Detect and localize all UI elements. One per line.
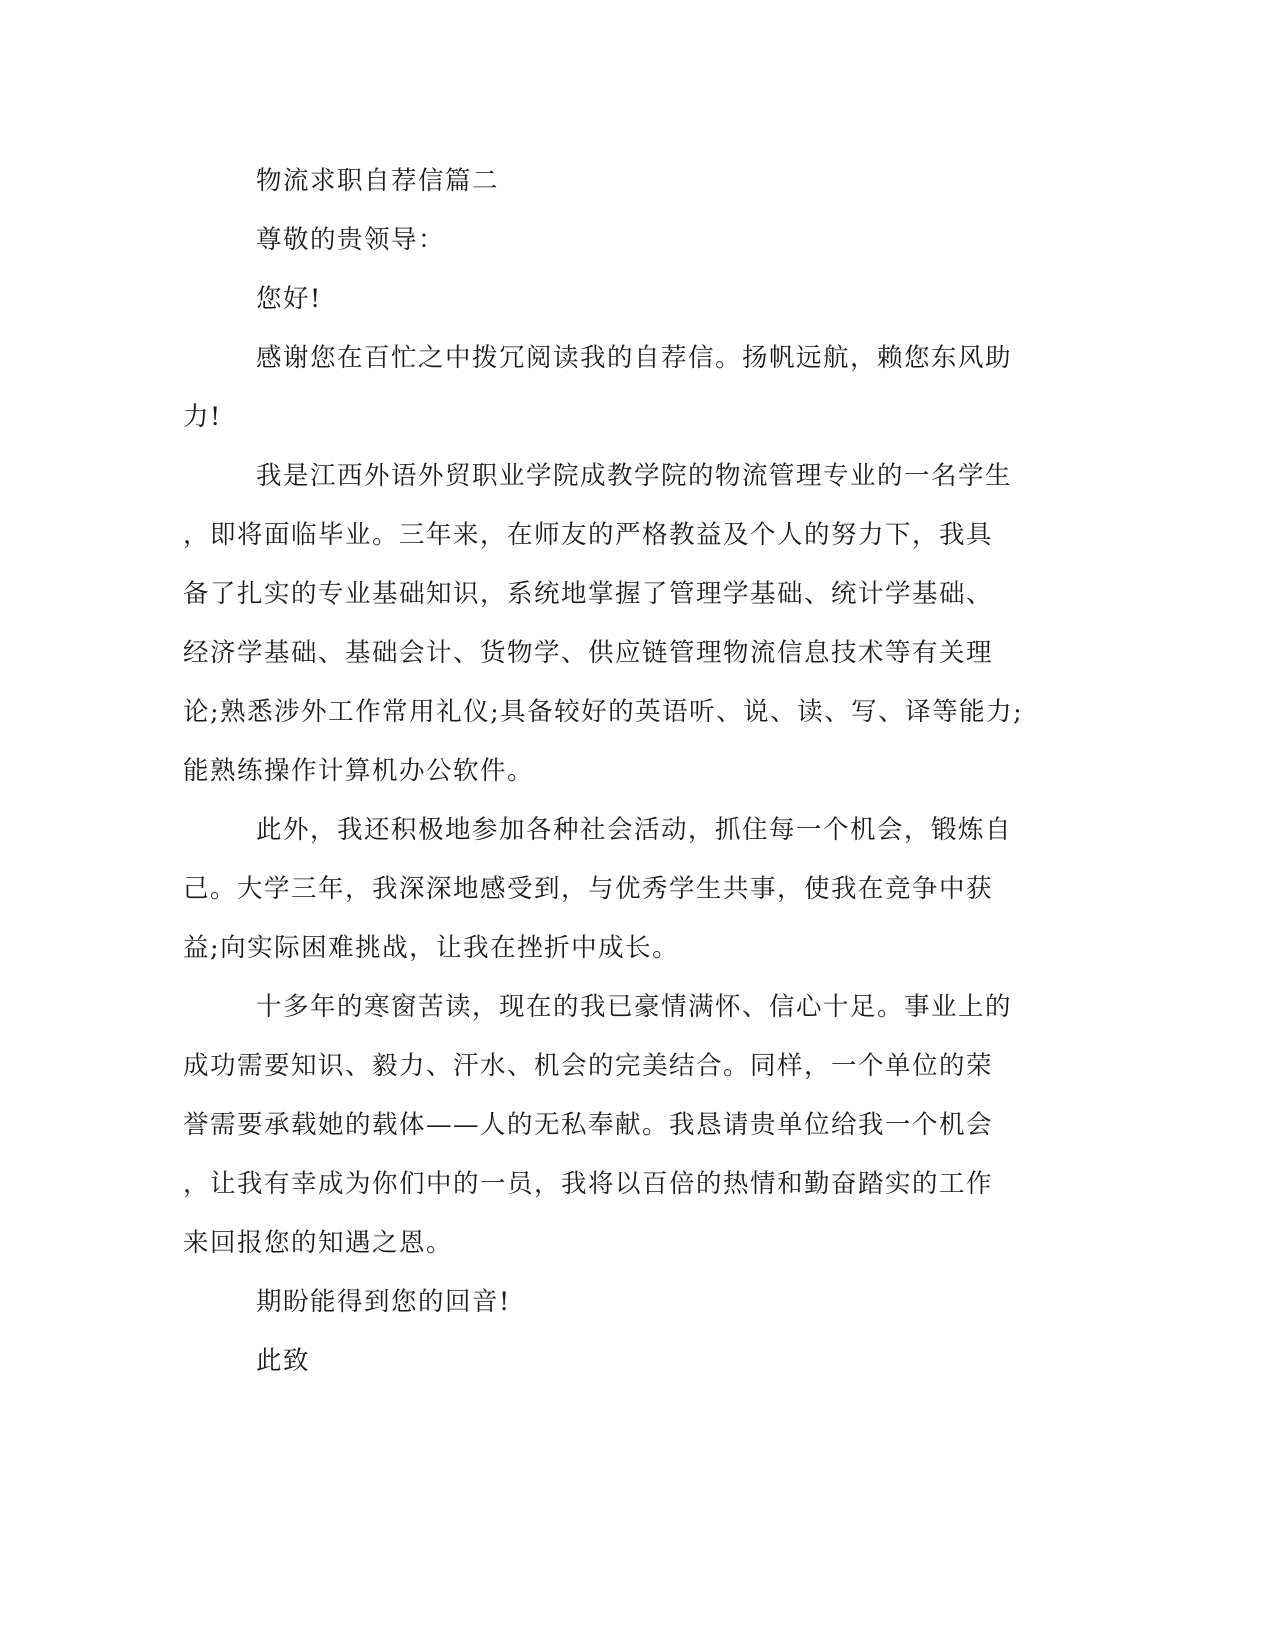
greeting: 您好! — [256, 284, 322, 314]
paragraph-line: 感谢您在百忙之中拨冗阅读我的自荐信。扬帆远航，赖您东风助 — [256, 343, 1013, 373]
paragraph-line: 誉需要承载她的载体——人的无私奉献。我恳请贵单位给我一个机会 — [183, 1110, 994, 1140]
paragraph-line: ，即将面临毕业。三年来，在师友的严格教益及个人的努力下，我具 — [183, 520, 994, 550]
paragraph-line: 成功需要知识、毅力、汗水、机会的完美结合。同样，一个单位的荣 — [183, 1051, 994, 1081]
closing-wish: 期盼能得到您的回音! — [256, 1287, 511, 1317]
paragraph-line: 经济学基础、基础会计、货物学、供应链管理物流信息技术等有关理 — [183, 638, 994, 668]
paragraph-line: 能熟练操作计算机办公软件。 — [183, 756, 535, 786]
paragraph-line: 备了扎实的专业基础知识，系统地掌握了管理学基础、统计学基础、 — [183, 579, 994, 609]
salutation: 尊敬的贵领导： — [256, 225, 446, 255]
paragraph-line: 来回报您的知遇之恩。 — [183, 1228, 454, 1258]
paragraph-line: 己。大学三年，我深深地感受到，与优秀学生共事，使我在竞争中获 — [183, 874, 994, 904]
paragraph-line: 论;熟悉涉外工作常用礼仪;具备较好的英语听、说、读、写、译等能力; — [183, 697, 1024, 727]
paragraph-line: 此外，我还积极地参加各种社会活动，抓住每一个机会，锻炼自 — [256, 815, 1013, 845]
paragraph-line: 我是江西外语外贸职业学院成教学院的物流管理专业的一名学生 — [256, 461, 1013, 491]
paragraph-line: 力! — [183, 402, 222, 432]
paragraph-line: ，让我有幸成为你们中的一员，我将以百倍的热情和勤奋踏实的工作 — [183, 1169, 994, 1199]
document-title: 物流求职自荐信篇二 — [256, 166, 500, 196]
paragraph-line: 十多年的寒窗苦读，现在的我已豪情满怀、信心十足。事业上的 — [256, 992, 1013, 1022]
closing: 此致 — [256, 1346, 311, 1376]
paragraph-line: 益;向实际困难挑战，让我在挫折中成长。 — [183, 933, 680, 963]
